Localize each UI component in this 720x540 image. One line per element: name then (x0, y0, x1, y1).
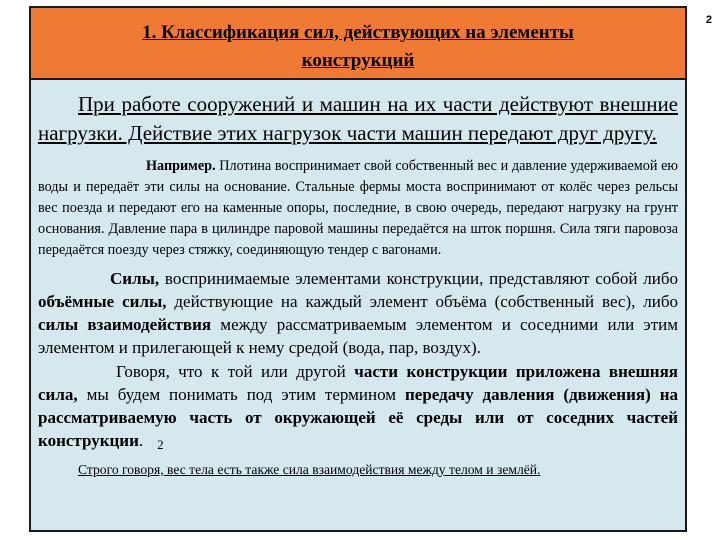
definition-text-1: Говоря, что к той или другой (116, 362, 355, 381)
volume-forces-term: объёмные силы, (38, 292, 167, 311)
example-text: Плотина воспринимает свой собственный вес и давление удерживаемой ею воды и передаёт эти силы на основание. Стальные фермы моста воспринимают от колёс через рельсы вес поезда и передают его на каменные опоры, последние, в свою очередь, передают нагрузку на грунт основания. Давление пара в цилиндре паровой машины передаётся на шток поршня. Сила тяги паровоза передаётся поезду через стяжку, соединяющую тендер с вагонами. (38, 158, 678, 258)
forces-text-2: действующие на каждый элемент объёма (собственный вес), либо (166, 292, 678, 311)
title-banner (31, 8, 685, 80)
slide-frame (29, 6, 687, 532)
interaction-forces-term: силы взаимодействия (38, 315, 212, 334)
forces-text-1: воспринимаемые элементами конструкции, представляют собой либо (159, 269, 678, 288)
definition-text-2: мы будем понимать под этим термином (77, 385, 405, 404)
slide-content (38, 82, 678, 479)
forces-term: Силы, (110, 269, 160, 288)
definition-paragraph (38, 360, 678, 456)
footnote: Строго говоря, вес тела есть также сила взаимодействия между телом и землёй. (78, 462, 541, 477)
intro-paragraph: При работе сооружений и машин на их части действуют внешние нагрузки. Действие этих нагрузок части машин передают друг другу. (38, 92, 678, 145)
page-number: 2 (705, 14, 712, 26)
pressure-transfer-term: передачу давления (движения) на рассматриваемую часть от окружающей её среды или от соседних частей конструкции (38, 385, 678, 450)
slide-title-line-2: конструкций (301, 50, 415, 71)
slide-title-line-1: 1. Классификация сил, действующих на элементы (142, 22, 574, 43)
footnote-marker: 2 (157, 437, 164, 452)
external-force-term: части конструкции приложена внешняя сила, (38, 362, 678, 404)
example-paragraph (38, 156, 678, 261)
example-lead: Например. (146, 158, 216, 174)
forces-text-3: между рассматриваемым элементом и соседними или этим элементом и прилегающей к нему средой (вода, пар, воздух). (38, 315, 678, 357)
forces-paragraph (38, 267, 678, 359)
definition-text-3: . (138, 431, 144, 450)
